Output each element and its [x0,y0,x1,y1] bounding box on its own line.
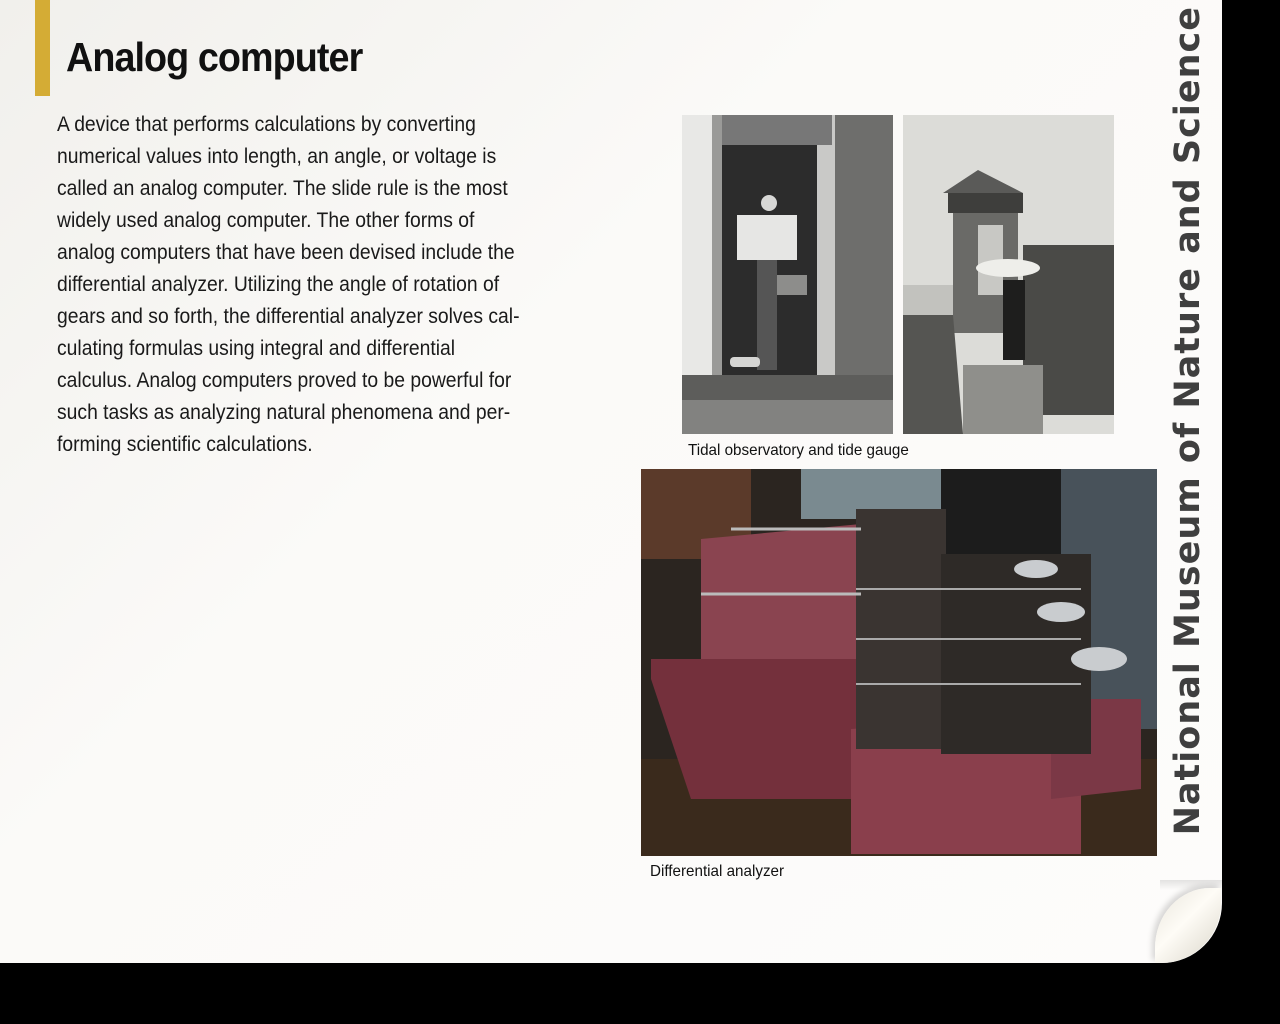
description-line: gears and so forth, the differential analyzer solves cal- [57,305,520,328]
description-line: widely used analog computer. The other forms of [57,209,475,232]
tidal-observatory-photo [903,115,1114,434]
description-text [57,109,554,461]
description-line: forming scientific calculations. [57,433,313,456]
description-line: numerical values into length, an angle, or voltage is [57,145,497,168]
description-line: A device that performs calculations by converting [57,113,476,136]
description-line: culating formulas using integral and differential [57,337,456,360]
tidal-caption: Tidal observatory and tide gauge [688,442,909,459]
description-line: such tasks as analyzing natural phenomena and per- [57,401,511,424]
description-line: called an analog computer. The slide rule is the most [57,177,508,200]
tide-gauge-photo [682,115,893,434]
description-line: analog computers that have been devised include the [57,241,515,264]
description-line: differential analyzer. Utilizing the angle of rotation of [57,273,500,296]
museum-name: National Museum of Nature and Science [1168,6,1208,836]
description-line: calculus. Analog computers proved to be powerful for [57,369,512,392]
title-accent-bar [35,0,50,96]
page-title: Analog computer [66,34,363,80]
differential-analyzer-photo [641,469,1157,856]
differential-caption: Differential analyzer [650,863,785,880]
